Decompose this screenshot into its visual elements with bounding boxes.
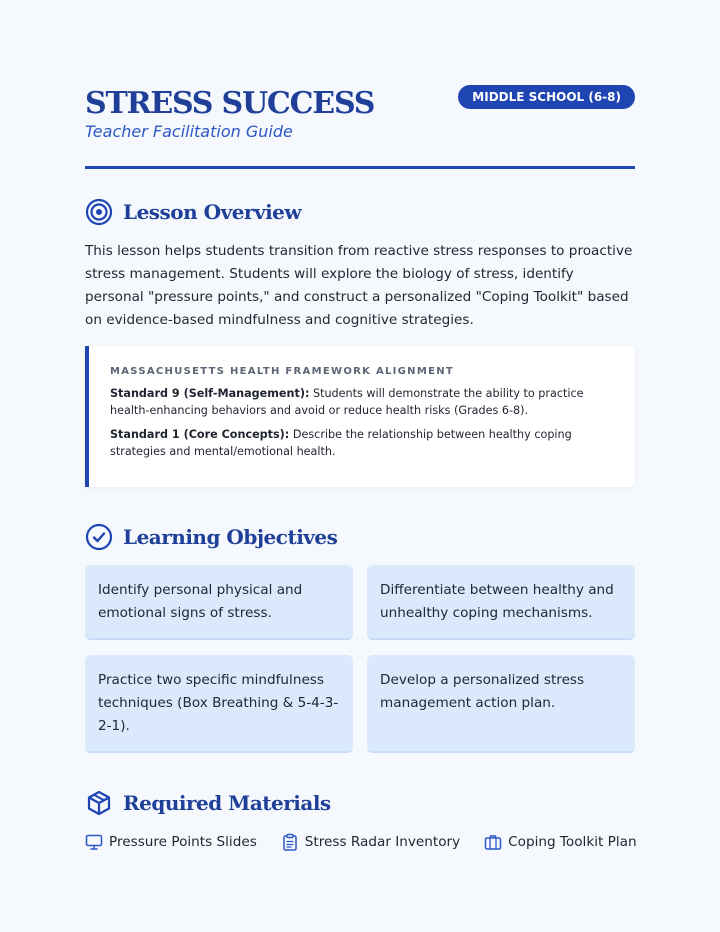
materials-heading [85, 788, 331, 818]
standard-text: Students will demonstrate the ability to practice health-enhancing behaviors and avoid or reduce health risks (Grades 6-8). [110, 387, 584, 417]
material-label: Pressure Points Slides [109, 834, 257, 850]
material-label: Coping Toolkit Plan [508, 834, 637, 850]
material-item [484, 833, 636, 851]
objective-card: Practice two specific mindfulness techniques (Box Breathing & 5-4-3-2-1). [85, 655, 353, 753]
material-item [85, 833, 257, 851]
grade-badge: MIDDLE SCHOOL (6-8) [458, 85, 635, 109]
standards-box [85, 346, 635, 487]
overview-text: This lesson helps students transition from reactive stress responses to proactive stress management. Students will explore the biology of stress, identify personal "pressure points," and construct a personalized "Coping Toolkit" based on evidence-based mindfulness and cognitive strategies. [85, 243, 633, 328]
materials-title: Required Materials [123, 791, 331, 815]
standard-item [110, 426, 611, 460]
standard-item [110, 385, 611, 419]
header [85, 84, 635, 170]
overview-title: Lesson Overview [123, 200, 302, 224]
standard-text: Describe the relationship between healthy coping strategies and mental/emotional health. [110, 428, 572, 458]
monitor-icon [85, 833, 103, 851]
clipboard-icon [281, 833, 299, 851]
objective-card: Develop a personalized stress management action plan. [367, 655, 635, 753]
objectives-heading [85, 522, 337, 552]
materials-list [85, 831, 635, 853]
header-divider [85, 166, 635, 169]
page-title: STRESS SUCCESS [85, 86, 375, 121]
check-circle-icon [85, 523, 113, 551]
standard-name: Standard 1 (Core Concepts): [110, 428, 290, 441]
objectives-title: Learning Objectives [123, 525, 338, 549]
box-icon [85, 789, 113, 817]
briefcase-icon [484, 833, 502, 851]
page-subtitle: Teacher Facilitation Guide [85, 122, 293, 141]
objective-card: Differentiate between healthy and unhealthy coping mechanisms. [367, 565, 635, 640]
objective-card: Identify personal physical and emotional signs of stress. [85, 565, 353, 640]
overview-heading [85, 197, 301, 227]
standards-label: MASSACHUSETTS HEALTH FRAMEWORK ALIGNMENT [110, 366, 455, 377]
material-label: Stress Radar Inventory [304, 834, 461, 850]
standard-name: Standard 9 (Self-Management): [110, 387, 310, 400]
material-item [281, 833, 460, 851]
target-icon [85, 198, 113, 226]
